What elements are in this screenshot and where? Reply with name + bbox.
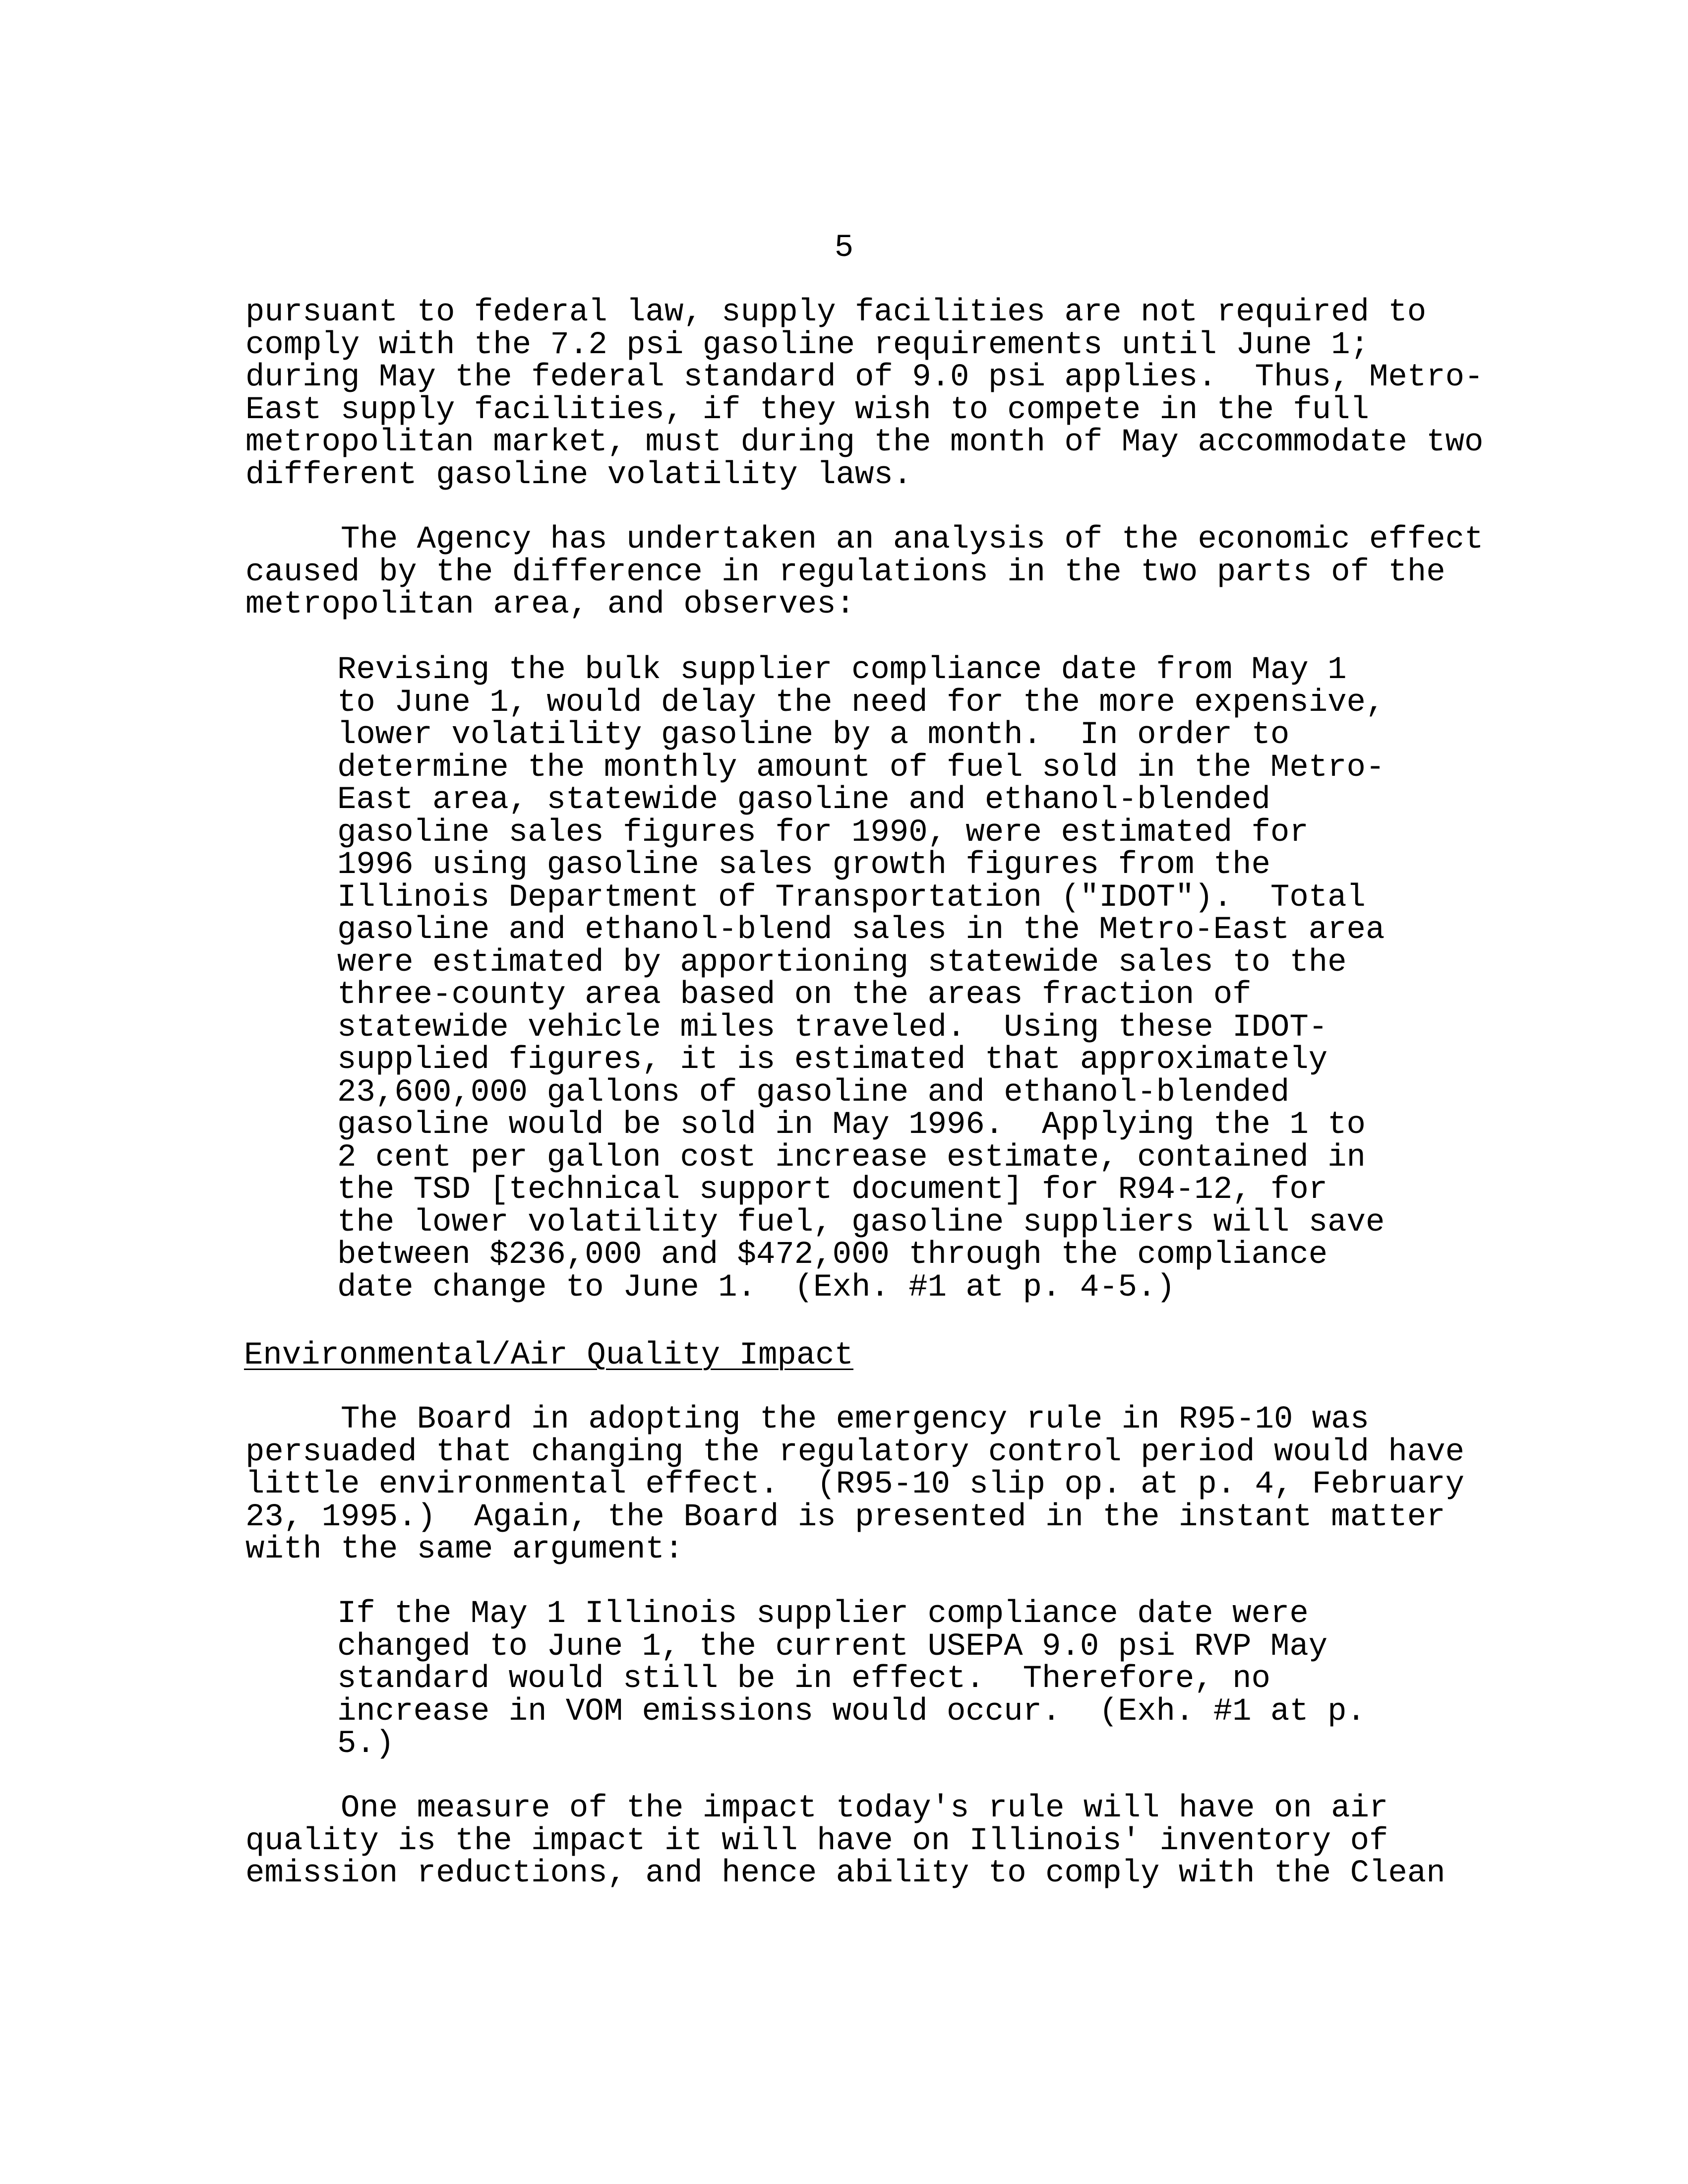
quote-line: Revising the bulk supplier compliance date from May 1	[337, 652, 1347, 688]
text-line: quality is the impact it will have on Illinois' inventory of	[245, 1823, 1388, 1859]
quote-line: were estimated by apportioning statewide sales to the	[337, 944, 1347, 981]
quote-line: Illinois Department of Transportation ("IDOT"). Total	[337, 879, 1366, 916]
quote-line: statewide vehicle miles traveled. Using these IDOT-	[337, 1009, 1328, 1046]
text-line: One measure of the impact today's rule will have on air	[245, 1791, 1388, 1826]
quote-line: between $236,000 and $472,000 through the compliance	[337, 1237, 1328, 1273]
text-line: metropolitan market, must during the month of May accommodate two	[245, 425, 1484, 460]
quote-line: to June 1, would delay the need for the more expensive,	[337, 685, 1385, 721]
quote-line: gasoline would be sold in May 1996. Applying the 1 to	[337, 1107, 1366, 1143]
paragraph-air-quality-measure	[245, 1793, 1446, 1890]
text-line: during May the federal standard of 9.0 psi applies. Thus, Metro-	[245, 360, 1484, 395]
text-line: different gasoline volatility laws.	[245, 457, 912, 493]
text-line: persuaded that changing the regulatory control period would have	[245, 1434, 1464, 1470]
block-quote-environmental	[337, 1598, 1366, 1761]
quote-line: the TSD [technical support document] for R94-12, for	[337, 1172, 1328, 1208]
quote-line: increase in VOM emissions would occur. (Exh. #1 at p.	[337, 1693, 1366, 1730]
quote-line: date change to June 1. (Exh. #1 at p. 4-5.)	[337, 1269, 1175, 1306]
text-line: The Board in adopting the emergency rule in R95-10 was	[245, 1402, 1369, 1437]
quote-line: supplied figures, it is estimated that approximately	[337, 1042, 1328, 1078]
quote-line: the lower volatility fuel, gasoline suppliers will save	[337, 1204, 1385, 1241]
text-line: little environmental effect. (R95-10 slip op. at p. 4, February	[245, 1467, 1464, 1502]
quote-line: East area, statewide gasoline and ethanol-blended	[337, 782, 1270, 818]
text-line: The Agency has undertaken an analysis of the economic effect	[245, 522, 1484, 558]
paragraph-board-emergency-rule	[245, 1404, 1464, 1566]
quote-line: 1996 using gasoline sales growth figures from the	[337, 847, 1270, 883]
text-line: pursuant to federal law, supply facilities are not required to	[245, 295, 1427, 330]
quote-line: If the May 1 Illinois supplier compliance date were	[337, 1596, 1309, 1632]
block-quote-economic	[337, 654, 1385, 1304]
quote-line: gasoline and ethanol-blend sales in the Metro-East area	[337, 912, 1385, 948]
quote-line: lower volatility gasoline by a month. In order to	[337, 717, 1290, 753]
paragraph-agency-analysis	[245, 524, 1483, 622]
text-line: 23, 1995.) Again, the Board is presented in the instant matter	[245, 1499, 1446, 1535]
quote-line: 5.)	[337, 1726, 395, 1762]
section-heading: Environmental/Air Quality Impact	[244, 1338, 853, 1373]
quote-line: determine the monthly amount of fuel sold in the Metro-	[337, 749, 1385, 786]
quote-line: 23,600,000 gallons of gasoline and ethanol-blended	[337, 1074, 1290, 1111]
quote-line: gasoline sales figures for 1990, were estimated for	[337, 814, 1309, 851]
page-number: 5	[834, 230, 854, 266]
quote-line: 2 cent per gallon cost increase estimate, contained in	[337, 1139, 1366, 1176]
text-line: East supply facilities, if they wish to compete in the full	[245, 392, 1369, 428]
text-line: caused by the difference in regulations in the two parts of the	[245, 554, 1446, 590]
text-line: metropolitan area, and observes:	[245, 587, 855, 623]
quote-line: standard would still be in effect. Therefore, no	[337, 1661, 1270, 1697]
paragraph-continuation	[245, 297, 1483, 492]
quote-line: changed to June 1, the current USEPA 9.0 psi RVP May	[337, 1628, 1328, 1665]
text-line: emission reductions, and hence ability to comply with the Clean	[245, 1856, 1446, 1891]
text-line: with the same argument:	[245, 1532, 684, 1567]
quote-line: three-county area based on the areas fraction of	[337, 977, 1252, 1013]
text-line: comply with the 7.2 psi gasoline requirements until June 1;	[245, 327, 1369, 363]
